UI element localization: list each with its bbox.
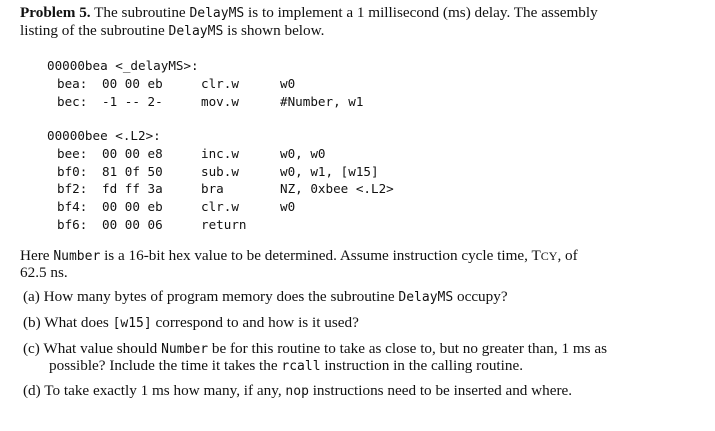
description-line2: 62.5 ns.: [20, 264, 68, 281]
question-label: (d): [23, 382, 41, 399]
listing-bytes: 00 00 eb: [102, 199, 163, 214]
listing-operands: NZ, 0xbee <.L2>: [280, 181, 394, 196]
question-text: To take exactly 1 ms how many, if any,: [44, 382, 282, 399]
listing-label-delayms: 00000bea <_delayMS>:: [47, 58, 199, 73]
description-text-2: is a 16-bit hex value to be determined. Assume instruction cycle time, T: [104, 247, 541, 264]
listing-bytes: 00 00 06: [102, 217, 163, 232]
question-text: What value should: [43, 340, 158, 357]
code-w15: [w15]: [112, 316, 152, 331]
listing-addr: bec:: [57, 94, 88, 109]
description-line1: [20, 247, 578, 265]
listing-addr: bf6:: [57, 217, 88, 232]
listing-operands: w0: [280, 199, 296, 214]
listing-addr: bf4:: [57, 199, 88, 214]
code-delayms-2: DelayMS: [168, 24, 224, 39]
listing-operands: w0: [280, 76, 296, 91]
question-label: (c): [23, 340, 40, 357]
question-text: instruction in the calling routine.: [324, 357, 523, 374]
listing-bytes: 00 00 e8: [102, 146, 163, 161]
question-text: be for this routine to take as close to, but no greater than, 1 ms as: [211, 340, 608, 357]
listing-mnemonic: clr.w: [201, 76, 239, 91]
listing-operands: #Number, w1: [280, 94, 364, 109]
question-text: correspond to and how is it used?: [155, 314, 359, 331]
description-text-3: , of: [557, 247, 578, 264]
intro-text-4: is shown below.: [227, 22, 325, 39]
listing-addr: bf0:: [57, 164, 88, 179]
question-c: [23, 340, 607, 358]
listing-mnemonic: mov.w: [201, 94, 239, 109]
problem-statement-line1: [20, 4, 598, 22]
intro-text-3: listing of the subroutine: [20, 22, 165, 39]
question-text: What does: [44, 314, 109, 331]
listing-label-l2: 00000bee <.L2>:: [47, 128, 161, 143]
listing-operands: w0, w0: [280, 146, 326, 161]
question-a: [23, 288, 508, 306]
listing-addr: bee:: [57, 146, 88, 161]
code-rcall: rcall: [281, 359, 321, 374]
question-text: occupy?: [456, 288, 508, 305]
listing-mnemonic: bra: [201, 181, 224, 196]
question-text: How many bytes of program memory does the subroutine: [43, 288, 395, 305]
question-text: possible? Include the time it takes the: [49, 357, 278, 374]
question-label: (a): [23, 288, 40, 305]
listing-mnemonic: sub.w: [201, 164, 239, 179]
code-delayms: DelayMS: [189, 6, 245, 21]
description-text-1: Here: [20, 247, 50, 264]
question-b: [23, 314, 359, 332]
listing-bytes: fd ff 3a: [102, 181, 163, 196]
listing-addr: bf2:: [57, 181, 88, 196]
listing-operands: w0, w1, [w15]: [280, 164, 379, 179]
listing-mnemonic: clr.w: [201, 199, 239, 214]
question-text: instructions need to be inserted and where.: [312, 382, 573, 399]
listing-bytes: 81 0f 50: [102, 164, 163, 179]
code-number-2: Number: [161, 342, 209, 357]
code-delayms-3: DelayMS: [398, 290, 454, 305]
listing-mnemonic: return: [201, 217, 247, 232]
listing-addr: bea:: [57, 76, 88, 91]
question-c-line2: [49, 357, 523, 375]
question-d: [23, 382, 572, 400]
description-subscript: CY: [540, 249, 558, 263]
problem-number: Problem 5.: [20, 4, 91, 21]
listing-bytes: -1 -- 2-: [102, 94, 163, 109]
code-number: Number: [53, 249, 101, 264]
listing-mnemonic: inc.w: [201, 146, 239, 161]
intro-text-2: is to implement a 1 millisecond (ms) delay. The assembly: [248, 4, 598, 21]
code-nop: nop: [285, 384, 309, 399]
problem-statement-line2: [20, 22, 324, 40]
listing-bytes: 00 00 eb: [102, 76, 163, 91]
question-label: (b): [23, 314, 41, 331]
intro-text-1: The subroutine: [94, 4, 186, 21]
